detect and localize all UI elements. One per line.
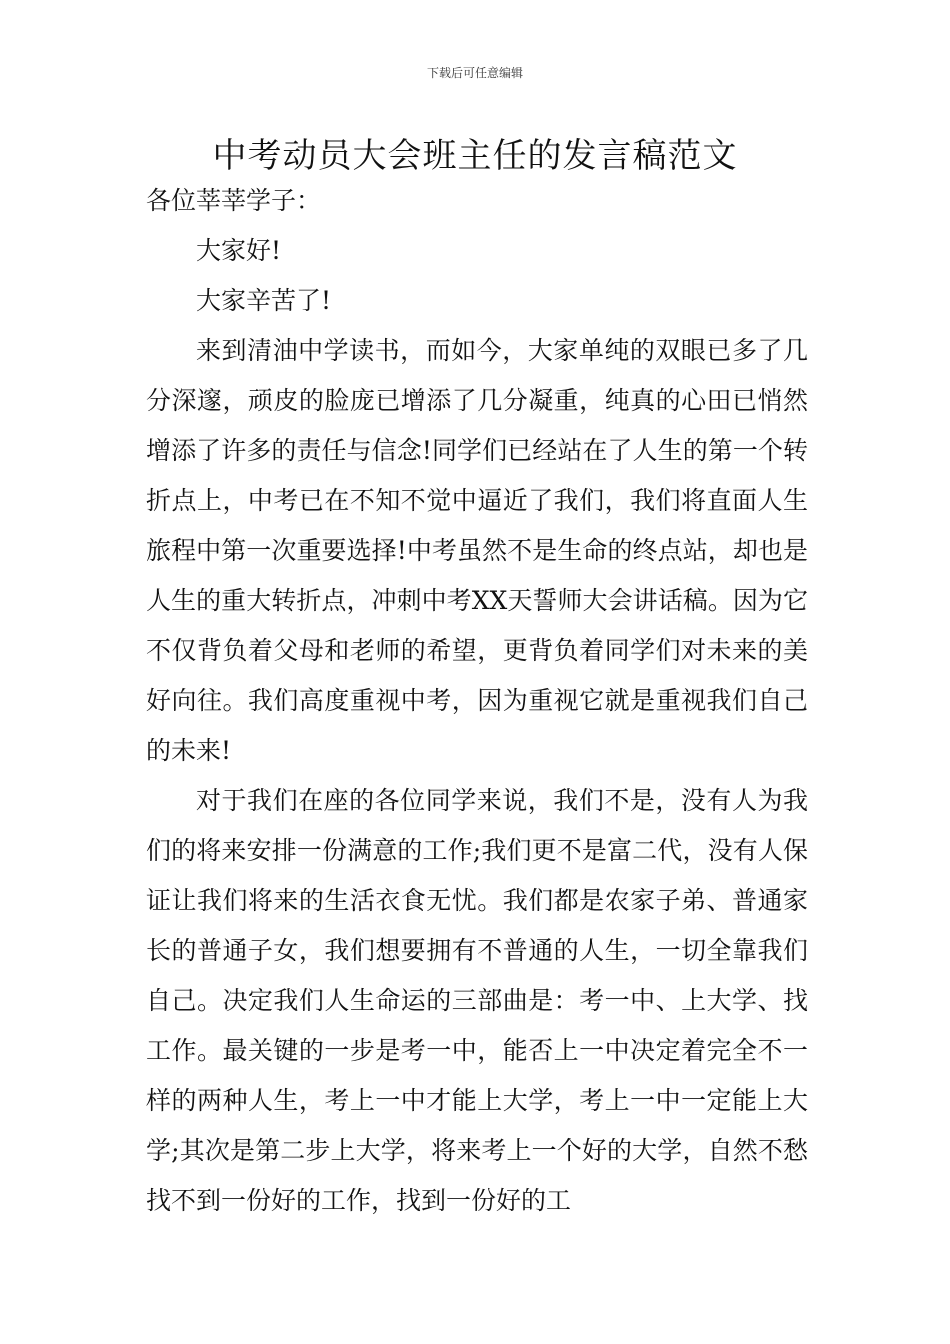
salutation: 各位莘莘学子： — [146, 186, 322, 215]
document-body — [146, 176, 808, 1226]
header-note: 下载后可任意编辑 — [426, 66, 523, 80]
document-title: 中考动员大会班主任的发言稿范文 — [212, 136, 738, 176]
paragraph-body-1: 来到清油中学读书，而如今，大家单纯的双眼已多了几分深邃，顽皮的脸庞已增添了几分凝重，纯真的心田已悄然增添了许多的责任与信念!同学们已经站在了人生的第一个转折点上，中考已在不知不觉中逼近了我们，我们将直面人生旅程中第一次重要选择!中考虽然不是生命的终点站，却也是人生的重大转折点，冲刺中考XX天誓师大会讲话稿。因为它不仅背负着父母和老师的希望，更背负着同学们对未来的美好向往。我们高度重视中考，因为重视它就是重视我们自己的未来! — [146, 336, 808, 765]
paragraph-body-2: 对于我们在座的各位同学来说，我们不是，没有人为我们的将来安排一份满意的工作;我们更不是富二代，没有人保证让我们将来的生活衣食无忧。我们都是农家子弟、普通家长的普通子女，我们想要拥有不普通的人生，一切全靠我们自己。决定我们人生命运的三部曲是：考一中、上大学、找工作。最关键的一步是考一中，能否上一中决定着完全不一样的两种人生，考上一中才能上大学，考上一中一定能上大学;其次是第二步上大学，将来考上一个好的大学，自然不愁找不到一份好的工作，找到一份好的工 — [146, 786, 808, 1215]
paragraph-thanks: 大家辛苦了! — [196, 286, 332, 315]
paragraph-greeting: 大家好! — [196, 236, 282, 265]
